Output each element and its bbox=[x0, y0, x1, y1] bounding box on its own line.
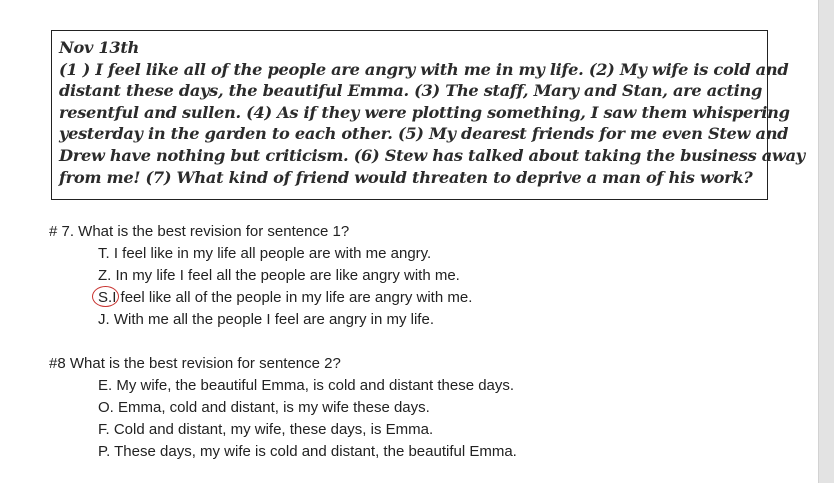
option-letter: F. bbox=[98, 421, 110, 438]
question-7-prompt: # 7. What is the best revision for sentence 1? bbox=[49, 223, 350, 240]
option-letter: J. bbox=[98, 311, 110, 328]
passage-line: (1 ) I feel like all of the people are angry with me in my life. (2) My wife is cold and bbox=[59, 59, 789, 79]
passage-line: distant these days, the beautiful Emma. (3) The staff, Mary and Stan, are acting bbox=[59, 81, 762, 101]
question-8-option-f[interactable] bbox=[98, 421, 433, 438]
option-text: My wife, the beautiful Emma, is cold and distant these days. bbox=[112, 377, 515, 394]
option-text: I feel like in my life all people are with me angry. bbox=[109, 245, 432, 262]
answer-circle-mark bbox=[92, 286, 119, 307]
passage-line: from me! (7) What kind of friend would threaten to deprive a man of his work? bbox=[59, 167, 753, 187]
passage-date: Nov 13th bbox=[59, 38, 140, 57]
question-8-prompt: #8 What is the best revision for sentence 2? bbox=[49, 355, 341, 372]
option-letter: E. bbox=[98, 377, 113, 394]
option-text: These days, my wife is cold and distant, the beautiful Emma. bbox=[110, 443, 517, 460]
cut-off-previous-text bbox=[20, 0, 780, 2]
passage-line: Drew have nothing but criticism. (6) Stew has talked about taking the business away bbox=[59, 145, 805, 165]
question-7-option-z[interactable] bbox=[98, 267, 460, 284]
journal-passage-box bbox=[51, 30, 805, 200]
option-text: In my life I feel all the people are like angry with me. bbox=[111, 267, 460, 284]
option-text: Emma, cold and distant, is my wife these days. bbox=[113, 399, 430, 416]
question-8-option-e[interactable] bbox=[98, 377, 514, 394]
option-text: With me all the people I feel are angry in my life. bbox=[109, 311, 434, 328]
viewer-scrollbar-gutter[interactable] bbox=[818, 0, 834, 483]
question-7-option-s[interactable] bbox=[98, 289, 472, 306]
question-8-option-p[interactable] bbox=[98, 443, 517, 460]
question-8-option-o[interactable] bbox=[98, 399, 430, 416]
option-letter: O. bbox=[98, 399, 114, 416]
option-letter-circled bbox=[98, 289, 112, 306]
option-letter: Z. bbox=[98, 267, 112, 284]
option-text: Cold and distant, my wife, these days, is Emma. bbox=[109, 421, 434, 438]
question-7-option-j[interactable] bbox=[98, 311, 434, 328]
option-letter: S. bbox=[98, 289, 113, 306]
question-7-option-t[interactable] bbox=[98, 245, 431, 262]
option-letter: T. bbox=[98, 245, 110, 262]
passage-line: resentful and sullen. (4) As if they were plotting something, I saw them whispering bbox=[59, 102, 790, 122]
option-text: I feel like all of the people in my life are angry with me. bbox=[112, 289, 473, 306]
passage-line: yesterday in the garden to each other. (5) My dearest friends for me even Stew and bbox=[59, 124, 789, 144]
option-letter: P. bbox=[98, 443, 111, 460]
